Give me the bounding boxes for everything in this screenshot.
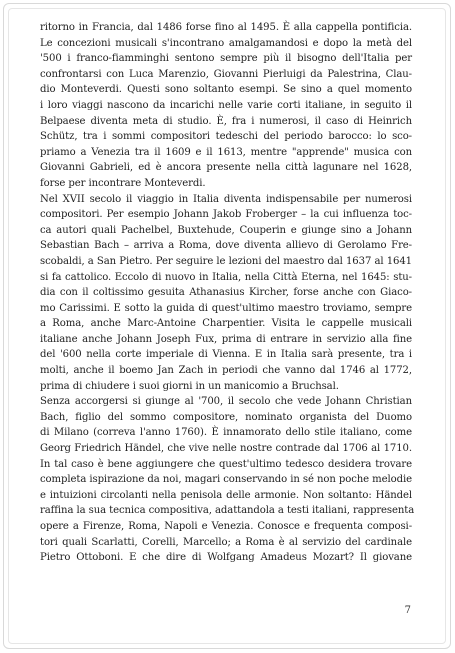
text-line: '500 i franco-fiamminghi sentono sempre più il bisogno dell'Italia per: [40, 53, 412, 65]
paragraph-2: [40, 192, 412, 395]
text-line: priamo a Venezia tra il 1609 e il 1613, mentre "apprende" musica con: [40, 146, 412, 158]
text-line: completa ispirazione da noi, magari conservando in sé non poche melodie: [40, 474, 412, 486]
text-line: Le concezioni musicali s'incontrano amalgamandosi e dopo la metà del: [40, 37, 412, 49]
text-line: dia con il coltissimo gesuita Athanasius Kircher, forse anche con Giaco-: [40, 287, 412, 299]
text-line: Senza accorgersi si giunge al '700, il secolo che vede Johann Christian: [40, 396, 412, 408]
text-line: compositori. Per esempio Johann Jakob Froberger – la cui influenza toc-: [40, 209, 412, 221]
text-line: confrontarsi con Luca Marenzio, Giovanni Pierluigi da Palestrina, Clau-: [40, 68, 412, 80]
text-line: dio Monteverdi. Questi sono soltanto esempi. Se sino a quel momento: [40, 84, 412, 96]
text-line: di Milano (correva l'anno 1760). È innamorato dello stile italiano, come: [40, 427, 412, 439]
text-line: italiane anche Johann Joseph Fux, prima di entrare in servizio alla fine: [40, 333, 412, 345]
text-line: ritorno in Francia, dal 1486 forse fino al 1495. È alla cappella pontificia.: [40, 22, 412, 33]
text-line: e intuizioni circolanti nella penisola delle armonie. Non soltanto: Händel: [40, 489, 412, 501]
text-line: ca autori quali Pachelbel, Buxtehude, Couperin e giunge sino a Johann: [40, 224, 412, 236]
text-line: Georg Friedrich Händel, che vive nelle nostre contrade dal 1706 al 1710.: [40, 443, 412, 455]
text-line: opere a Firenze, Roma, Napoli e Venezia. Conosce e frequenta composi-: [40, 521, 412, 532]
text-line: prima di chiudere i suoi giorni in un manicomio a Bruchsal.: [40, 380, 339, 392]
text-line: Belpaese diventa meta di studio. È, fra i numerosi, il caso di Heinrich: [40, 115, 412, 127]
text-line: molti, anche il boemo Jan Zach in periodi che vanno dal 1746 al 1772,: [40, 365, 412, 377]
text-line: Sebastian Bach – arriva a Roma, dove diventa allievo di Gerolamo Fre-: [40, 240, 412, 252]
text-line: forse per incontrare Monteverdi.: [40, 177, 206, 189]
text-line: scobaldi, a San Pietro. Per seguire le lezioni del maestro dal 1637 al 1641: [40, 255, 412, 267]
text-line: In tal caso è bene aggiungere che quest'ultimo tedesco desidera trovare: [40, 458, 412, 470]
paragraph-1: [40, 20, 412, 192]
text-line: del '600 nella corte imperiale di Vienna. E in Italia sarà presente, tra i: [40, 349, 412, 361]
text-line: si fa cattolico. Eccolo di nuovo in Italia, nella Città Eterna, nel 1645: stu-: [40, 271, 412, 283]
text-line: mo Carissimi. E sotto la guida di quest'ultimo maestro troviamo, sempre: [40, 302, 412, 314]
body-text: [40, 20, 415, 566]
page-number: 7: [404, 605, 411, 616]
text-line: raffina la sua tecnica compositiva, adattandola a testi italiani, rappresenta: [40, 505, 415, 517]
text-line: Nel XVII secolo il viaggio in Italia diventa indispensabile per numerosi: [40, 193, 412, 205]
text-line: Schütz, tra i sommi compositori tedeschi del periodo barocco: lo sco-: [40, 131, 412, 143]
text-line: Bach, figlio del sommo compositore, nominato organista del Duomo: [40, 411, 412, 423]
text-line: tori quali Scarlatti, Corelli, Marcello; a Roma è al servizio del cardinale: [40, 536, 412, 548]
text-line: a Roma, anche Marc-Antoine Charpentier. Visita le cappelle musicali: [40, 318, 412, 330]
paragraph-3: [40, 394, 415, 566]
text-line: Pietro Ottoboni. E che dire di Wolfgang Amadeus Mozart? Il giovane: [40, 552, 412, 564]
text-line: Giovanni Gabrieli, ed è ancora presente nella città lagunare nel 1628,: [40, 162, 412, 174]
text-line: i loro viaggi nascono da incarichi nelle varie corti italiane, in seguito il: [40, 99, 412, 111]
